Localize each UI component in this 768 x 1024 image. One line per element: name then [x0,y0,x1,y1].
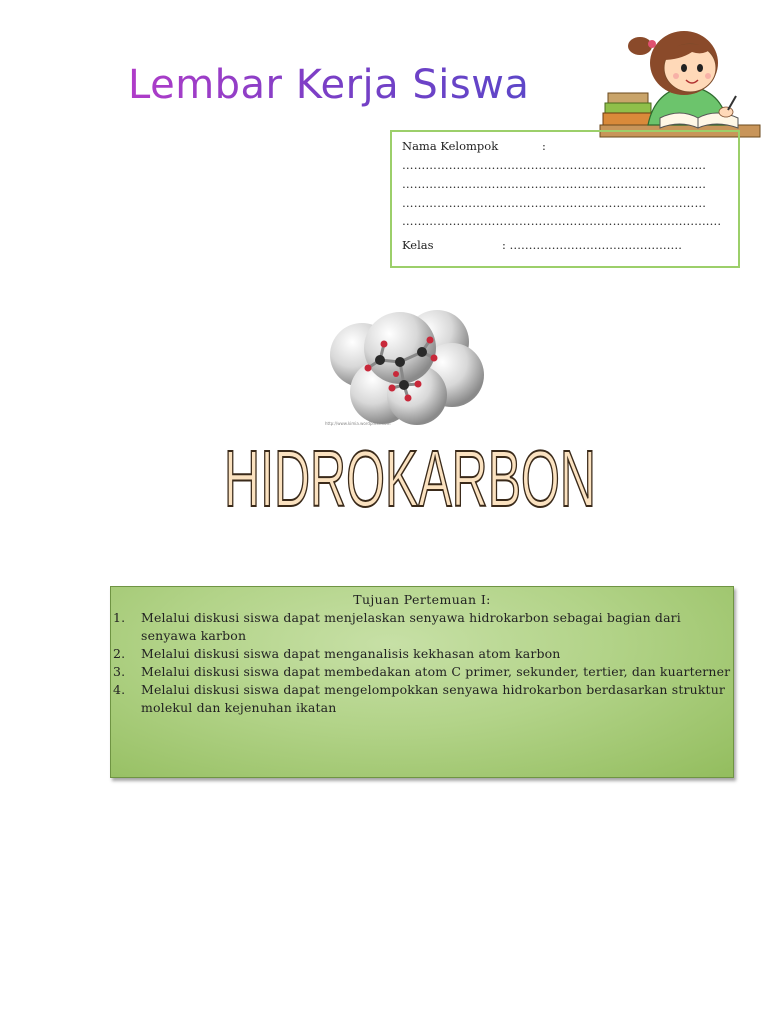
image-source-url: http://www.kimia.wordpress.com [325,421,391,426]
goal-item [111,663,731,681]
group-name-label: Nama Kelompok [402,139,499,153]
group-name-colon: : [542,139,546,153]
girl-reading-illustration [600,18,760,143]
goal-number: 2. [113,646,126,661]
worksheet-title: Lembar Kerja Siswa [128,62,530,108]
topic-title-wordart [210,430,610,523]
goals-title: Tujuan Pertemuan I: [353,592,491,607]
group-name-line-3[interactable]: …………………………………………………………………… [402,196,707,210]
class-label: Kelas [402,238,434,252]
group-name-line-1[interactable]: …………………………………………………………………… [402,158,707,172]
molecule-model-image [322,300,492,430]
class-field[interactable]: : ……………………………………… [502,238,683,252]
goals-list [111,609,731,717]
goal-item [111,681,731,717]
goal-text: Melalui diskusi siswa dapat mengelompokkan senyawa hidrokarbon berdasarkan struktur molekul dan kejenuhan ikatan [141,682,726,715]
meeting-goals-box [110,586,734,778]
goal-text: Melalui diskusi siswa dapat membedakan atom C primer, sekunder, tertier, dan kuarterner [141,664,731,679]
goal-number: 4. [113,682,126,697]
goal-text: Melalui diskusi siswa dapat menjelaskan senyawa hidrokarbon sebagai bagian dari senyawa karbon [141,610,681,643]
group-name-line-4[interactable]: ……………………………………………………………............. [402,214,722,228]
goal-item [111,609,731,645]
group-name-line-2[interactable]: …………………………………………………………………… [402,177,707,191]
group-info-box [390,130,740,268]
goal-number: 1. [113,610,126,625]
topic-title-text: HIDROKARBON [224,434,596,523]
goal-number: 3. [113,664,126,679]
goal-item [111,645,731,663]
goal-text: Melalui diskusi siswa dapat menganalisis kekhasan atom karbon [141,646,561,661]
